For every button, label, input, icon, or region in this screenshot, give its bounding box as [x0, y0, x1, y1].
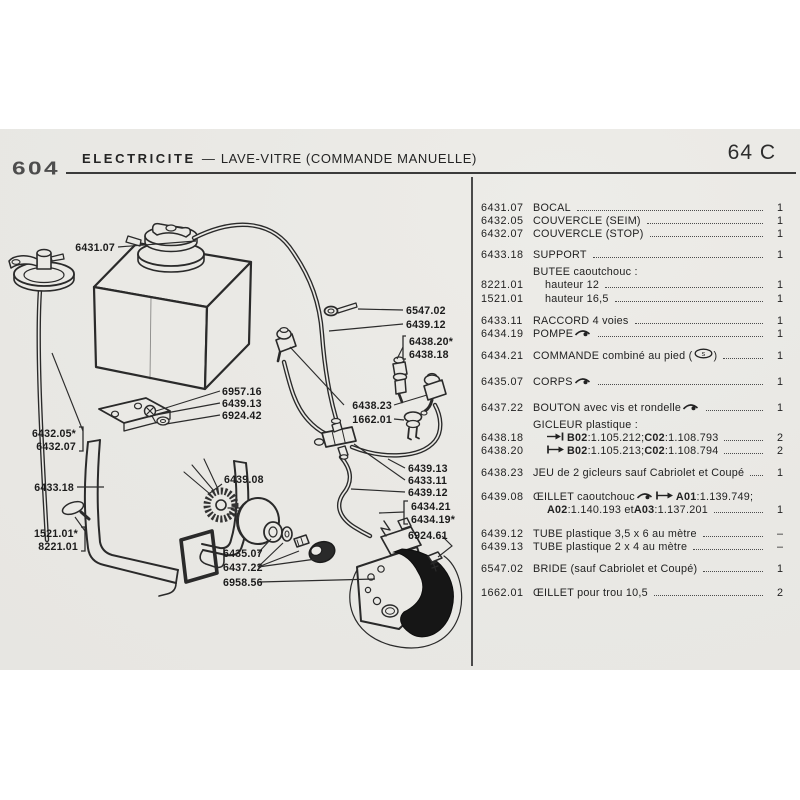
diagram-callout-6439-13: 6439.13: [222, 398, 262, 410]
part-qty: 1: [776, 314, 783, 327]
diagram-callout-6431-07: 6431.07: [75, 242, 115, 254]
dot-leader: [654, 586, 763, 596]
gasket-plate-drawing: [181, 531, 217, 582]
dot-leader: [615, 292, 763, 302]
callout-leader: [329, 324, 403, 331]
table-row: [481, 327, 783, 340]
oval-s-icon: [694, 348, 713, 362]
part-ref: 6438.18: [481, 432, 524, 445]
clip-drawing: [325, 303, 358, 316]
part-description: SUPPORT: [533, 249, 587, 262]
dot-leader: [647, 214, 763, 224]
table-row: [481, 466, 783, 479]
dot-leader: [724, 431, 763, 441]
diagram-callout-6957-16: 6957.16: [222, 386, 262, 398]
diagram-callout-6438-18: 6438.18: [409, 349, 449, 361]
dot-leader: [650, 227, 763, 237]
callout-leader: [379, 512, 404, 513]
part-ref: 6431.07: [481, 202, 524, 214]
table-row: [481, 248, 783, 261]
supplier-mark-icon: [574, 327, 591, 340]
part-description: BOUTON avec vis et rondelle: [533, 401, 700, 414]
part-ref: 8221.01: [481, 279, 524, 292]
diagram-callout-6439-13: 6439.13: [408, 463, 448, 475]
diagram-callout-6438-23: 6438.23: [352, 400, 392, 412]
part-qty: –: [776, 540, 783, 553]
reservoir-drawing: [94, 224, 251, 389]
part-qty: 2: [776, 586, 783, 599]
table-row: [481, 562, 783, 575]
callout-leader: [394, 419, 404, 420]
part-description: RACCORD 4 voies: [533, 314, 629, 327]
diagram-callout-8221-01: 8221.01: [38, 541, 78, 553]
part-description: B02 :1.105.213; C02 :1.108.794: [533, 445, 718, 457]
diagram-callout-1521-01: 1521.01*: [33, 528, 78, 540]
part-description: hauteur 16,5: [545, 292, 609, 305]
svg-text:s: s: [701, 350, 705, 358]
grommet-drawing: [184, 459, 235, 519]
diagram-callout-6433-18: 6433.18: [34, 482, 74, 494]
callout-leader: [388, 459, 405, 468]
diagram-callout-6439-12: 6439.12: [408, 487, 448, 499]
table-row: [481, 540, 783, 553]
part-qty: 2: [776, 432, 783, 445]
dot-leader: [598, 327, 763, 337]
dot-leader: [605, 278, 763, 288]
diagram-callout-6432-07: 6432.07: [36, 441, 76, 453]
dot-leader: [706, 401, 763, 411]
dot-leader: [703, 562, 763, 572]
part-description: BUTEE caoutchouc :: [533, 266, 638, 279]
part-qty: 1: [776, 562, 783, 575]
part-description: BOCAL: [533, 202, 571, 214]
part-description: COMMANDE combiné au pied ( s ): [533, 349, 718, 362]
part-description: GICLEUR plastique :: [533, 419, 638, 432]
dot-leader: [693, 540, 763, 550]
part-qty: 1: [776, 467, 783, 480]
part-ref: 6432.07: [481, 228, 524, 241]
table-row: [481, 444, 783, 457]
title-separator: —: [201, 151, 215, 166]
part-description: hauteur 12: [545, 279, 600, 292]
diagram-callout-6438-20: 6438.20*: [409, 336, 454, 348]
diagram-callout-6435-07: 6435.07: [223, 548, 263, 560]
part-ref: 6433.11: [481, 314, 523, 327]
dot-leader: [635, 314, 763, 324]
section-code: 64 C: [727, 141, 776, 164]
table-row: [481, 586, 783, 599]
title-section-label: ELECTRICITE: [82, 151, 196, 166]
parts-list: [481, 197, 783, 599]
part-qty: 1: [776, 279, 783, 292]
part-qty: 1: [776, 228, 783, 241]
part-description: BRIDE (sauf Cabriolet et Coupé): [533, 562, 698, 575]
part-ref: 6434.21: [481, 349, 524, 362]
table-row: [481, 214, 783, 227]
callout-leader: [351, 489, 405, 492]
title-subject-label: LAVE-VITRE (COMMANDE MANUELLE): [220, 151, 477, 166]
dot-leader: [750, 466, 763, 476]
part-qty: 1: [776, 202, 783, 214]
four-way-connector-drawing: [315, 419, 357, 460]
diagram-callout-6434-21: 6434.21: [411, 501, 451, 513]
diagram-callout-6439-08: 6439.08: [224, 474, 264, 486]
callout-leader: [354, 444, 405, 480]
dot-leader: [577, 201, 763, 211]
arrow-from-icon: [546, 445, 566, 457]
diagram-callout-6432-05: 6432.05*: [31, 428, 76, 440]
diagram-callout-6924-61: 6924.61: [408, 530, 448, 542]
nozzle-exploded-drawing: [393, 357, 407, 402]
table-row: [481, 503, 783, 516]
supplier-mark-icon: [682, 401, 699, 414]
dot-leader: [724, 444, 763, 454]
part-ref: 6437.22: [481, 402, 524, 415]
table-row: [481, 419, 783, 431]
part-qty: 1: [776, 402, 783, 415]
diagram-callout-6434-19: 6434.19*: [411, 514, 456, 526]
part-ref: 6438.23: [481, 467, 524, 480]
callout-leader: [358, 309, 403, 310]
table-row: [481, 490, 783, 503]
nozzle-right-drawing: [421, 374, 446, 416]
cover-with-tube-drawing: [9, 250, 74, 541]
table-row: [481, 527, 783, 540]
part-description: TUBE plastique 3,5 x 6 au mètre: [533, 527, 697, 540]
part-ref: 1662.01: [481, 586, 524, 599]
nozzle-left-drawing: [276, 328, 296, 361]
catalog-page: [0, 129, 800, 670]
dot-leader: [703, 527, 763, 537]
part-qty: 1: [776, 215, 783, 228]
callout-leader: [290, 347, 344, 405]
part-ref: 6434.19: [481, 327, 524, 340]
callout-leader: [52, 353, 83, 431]
diagram-callout-6437-22: 6437.22: [223, 562, 263, 574]
exploded-diagram: [0, 129, 471, 670]
column-divider: [471, 177, 473, 666]
callout-bracket: [81, 527, 85, 551]
table-row: [481, 314, 783, 327]
part-qty: 2: [776, 445, 783, 458]
supplier-mark-icon: [636, 490, 653, 503]
dot-leader: [598, 375, 763, 385]
part-qty: 1: [776, 349, 783, 362]
small-grommet-drawing: [405, 412, 422, 440]
part-ref: 1521.01: [481, 292, 524, 305]
supplier-mark-icon: [574, 375, 591, 388]
table-row: [481, 201, 783, 214]
part-description: B02 :1.105.212; C02 :1.108.793: [533, 432, 718, 444]
part-qty: 1: [776, 327, 783, 340]
part-qty: 1: [776, 249, 783, 262]
part-ref: 6435.07: [481, 375, 524, 388]
diagram-callout-6433-11: 6433.11: [408, 475, 448, 487]
part-description: TUBE plastique 2 x 4 au mètre: [533, 540, 688, 553]
part-qty: 1: [776, 375, 783, 388]
part-ref: 6432.05: [481, 215, 524, 228]
table-row: [481, 375, 783, 388]
part-qty: 1: [776, 503, 783, 516]
table-row: [481, 266, 783, 278]
callout-bracket: [403, 336, 406, 359]
arrow-from-icon: [655, 491, 675, 503]
part-qty: –: [776, 527, 783, 540]
callout-bracket: [79, 427, 83, 451]
table-row: [481, 401, 783, 414]
part-qty: 1: [776, 292, 783, 305]
part-ref: 6433.18: [481, 249, 524, 262]
part-description: POMPE: [533, 327, 592, 340]
part-ref: 6439.12: [481, 527, 524, 540]
diagram-callout-6958-56: 6958.56: [223, 577, 263, 589]
part-ref: 6547.02: [481, 562, 524, 575]
arrow-until-icon: [546, 432, 566, 444]
diagram-callout-6439-12: 6439.12: [406, 319, 446, 331]
callout-leader: [156, 391, 220, 411]
dot-leader: [723, 349, 763, 359]
table-row: [481, 278, 783, 291]
part-description: COUVERCLE (SEIM): [533, 215, 641, 228]
part-ref: 6439.13: [481, 540, 524, 553]
part-ref: 6439.08: [481, 490, 524, 503]
dot-leader: [593, 248, 763, 258]
dot-leader: [714, 503, 763, 513]
part-ref: 6438.20: [481, 445, 524, 458]
model-badge: 604: [12, 159, 61, 180]
part-description: A02 :1.140.193 et A03 :1.137.201: [547, 503, 708, 516]
table-row: [481, 227, 783, 240]
part-description: CORPS: [533, 375, 592, 388]
diagram-callout-1662-01: 1662.01: [352, 414, 392, 426]
table-row: [481, 431, 783, 444]
diagram-callout-6547-02: 6547.02: [406, 305, 446, 317]
part-description: ŒILLET caoutchouc A01 :1.139.749;: [533, 490, 754, 503]
part-description: ŒILLET pour trou 10,5: [533, 586, 648, 599]
callout-leader: [166, 415, 220, 424]
table-row: [481, 348, 783, 362]
part-description: COUVERCLE (STOP): [533, 228, 644, 241]
table-row: [481, 292, 783, 305]
diagram-callout-6924-42: 6924.42: [222, 410, 262, 422]
part-description: JEU de 2 gicleurs sauf Cabriolet et Coupé: [533, 467, 745, 480]
pedal-bolt-drawing: [428, 552, 442, 562]
